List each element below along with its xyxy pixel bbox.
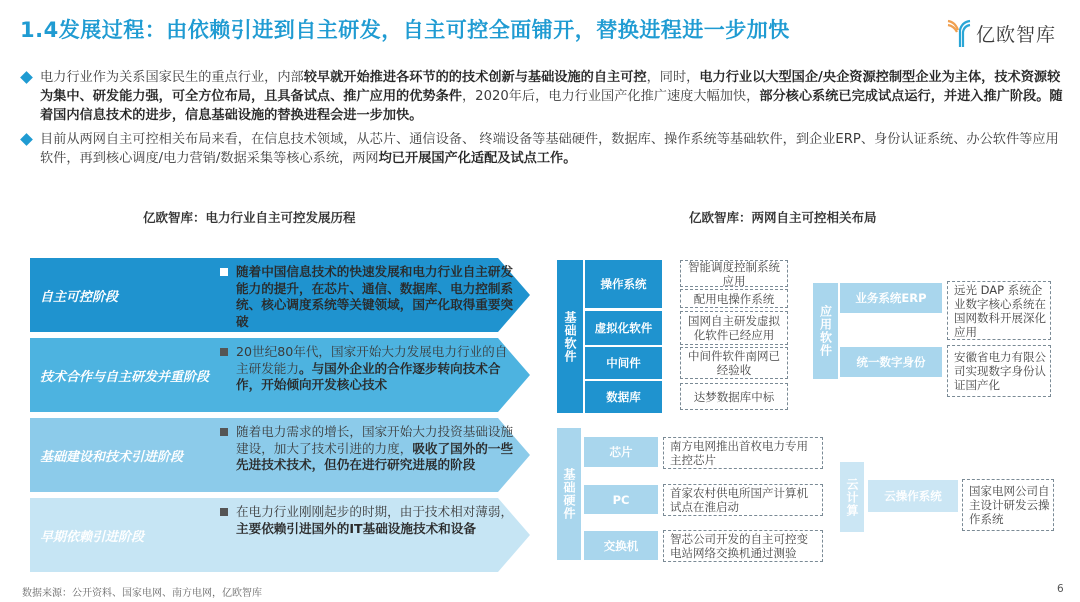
square-bullet-icon bbox=[220, 348, 228, 356]
note-os-2: 配用电操作系统 bbox=[680, 289, 788, 308]
stage-description: 随着电力需求的增长，国家开始大力投资基础设施建设，加大了技术引进的力度，吸收了国外的一些先进技术技术，但仍在进行研究进展的阶段 bbox=[218, 424, 518, 474]
square-bullet-icon bbox=[220, 428, 228, 436]
item-virtualization: 虚拟化软件 bbox=[585, 311, 662, 345]
stage-name: 早期依赖引进阶段 bbox=[40, 529, 145, 545]
data-source: 数据来源：公开资料、国家电网、南方电网，亿欧智库 bbox=[22, 588, 262, 599]
item-pc: PC bbox=[584, 485, 658, 514]
stage-name: 基础建设和技术引进阶段 bbox=[40, 449, 184, 465]
brand-logo bbox=[946, 16, 1066, 50]
note-database: 达梦数据库中标 bbox=[680, 383, 788, 410]
item-cloud-os: 云操作系统 bbox=[868, 480, 958, 512]
item-chip: 芯片 bbox=[584, 437, 658, 467]
item-middleware: 中间件 bbox=[585, 347, 662, 379]
item-erp: 业务系统ERP bbox=[840, 283, 942, 313]
stage-description: 在电力行业刚刚起步的时期，由于技术相对薄弱，主要依赖引进国外的IT基础设施技术和设备 bbox=[218, 504, 518, 537]
item-switch: 交换机 bbox=[584, 531, 658, 560]
page-number: 6 bbox=[1057, 583, 1064, 595]
category-application-software: 应用软件 bbox=[813, 283, 838, 379]
category-basic-hardware: 基础硬件 bbox=[557, 428, 581, 560]
bullet-2-text: 目前从两网自主可控相关布局来看，在信息技术领域，从芯片、通信设备、 终端设备等基础硬件，数据库、操作系统等基础软件，到企业ERP、身份认证系统、办公软件等应用软件，再到核心调度/电力营销/数据采集等核心系统，两网均已开展国产化适配及试点工作。 bbox=[40, 132, 1059, 166]
logo-mark-icon bbox=[946, 18, 972, 48]
item-os: 操作系统 bbox=[585, 260, 662, 308]
stage-name: 技术合作与自主研发并重阶段 bbox=[40, 369, 210, 385]
item-digital-identity: 统一数字身份 bbox=[840, 347, 942, 377]
bullet-1-text: 电力行业作为关系国家民生的重点行业，内部较早就开始推进各环节的的技术创新与基础设施的自主可控，同时，电力行业以大型国企/央企资源控制型企业为主体，技术资源较为集中、研发能力强，可全方位布局，且具备试点、推广应用的优势条件，2020年后，电力行业国产化推广速度大幅加快，部分核心系统已完成试点运行，并进入推广阶段。随着国内信息技术的进步，信息基础设施的替换进程会进一步加快。 bbox=[40, 70, 1063, 123]
item-database: 数据库 bbox=[585, 381, 662, 413]
bullet-1 bbox=[20, 68, 1066, 125]
intro-bullets bbox=[20, 68, 1066, 173]
note-cloud-os: 国家电网公司自主设计研发云操作系统 bbox=[962, 479, 1054, 531]
category-cloud-computing: 云计算 bbox=[840, 462, 864, 532]
stage-description: 随着中国信息技术的快速发展和电力行业自主研发能力的提升，在芯片、通信、数据库、电力控制系统、核心调度系统等关键领域，国产化取得重要突破 bbox=[218, 264, 518, 330]
stage-description: 20世纪80年代，国家开始大力发展电力行业的自主研发能力。与国外企业的合作逐步转向技术合作，开始倾向开发核心技术 bbox=[218, 344, 518, 394]
stage-name: 自主可控阶段 bbox=[40, 289, 119, 305]
bullet-2 bbox=[20, 130, 1066, 168]
right-panel-title: 亿欧智库：两网自主可控相关布局 bbox=[689, 210, 877, 225]
diamond-bullet-icon bbox=[20, 71, 33, 84]
page-title: 1.4发展过程：由依赖引进到自主研发，自主可控全面铺开，替换进程进一步加快 bbox=[20, 18, 790, 42]
note-pc: 首家农村供电所国产计算机试点在淮启动 bbox=[663, 484, 823, 516]
stage-autonomous bbox=[30, 258, 530, 332]
left-panel-title: 亿欧智库：电力行业自主可控发展历程 bbox=[143, 210, 356, 225]
note-os-1: 智能调度控制系统应用 bbox=[680, 260, 788, 287]
note-erp: 远光 DAP 系统企业数字核心系统在国网数科开展深化应用 bbox=[947, 281, 1051, 340]
note-switch: 智芯公司开发的自主可控变电站网络交换机通过测验 bbox=[663, 530, 823, 562]
square-bullet-icon bbox=[220, 268, 228, 276]
stage-cooperation bbox=[30, 338, 530, 412]
logo-text: 亿欧智库 bbox=[976, 23, 1057, 46]
stage-early bbox=[30, 498, 530, 572]
category-basic-software: 基础软件 bbox=[557, 260, 583, 413]
stage-infrastructure bbox=[30, 418, 530, 492]
diamond-bullet-icon bbox=[20, 133, 33, 146]
note-chip: 南方电网推出首枚电力专用主控芯片 bbox=[663, 437, 823, 469]
note-virtualization: 国网自主研发虚拟化软件已经应用 bbox=[680, 311, 788, 345]
note-digital-identity: 安徽省电力有限公司实现数字身份认证国产化 bbox=[947, 345, 1051, 397]
square-bullet-icon bbox=[220, 508, 228, 516]
note-middleware: 中间件软件南网已经验收 bbox=[680, 347, 788, 379]
